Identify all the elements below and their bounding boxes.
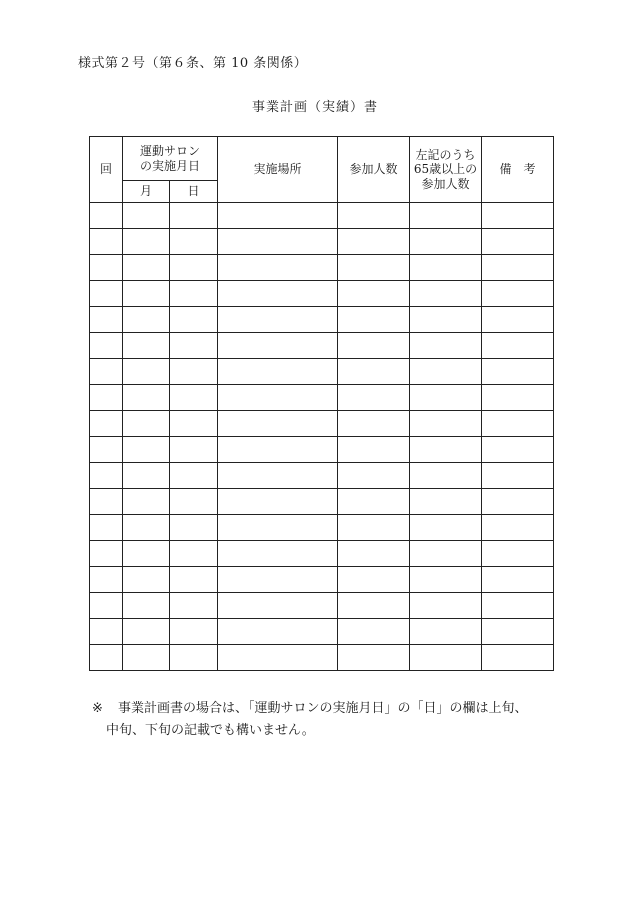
cell-round[interactable] — [90, 541, 123, 567]
cell-round[interactable] — [90, 463, 123, 489]
table-row — [90, 645, 554, 671]
cell-day[interactable] — [170, 489, 218, 515]
cell-round[interactable] — [90, 489, 123, 515]
header-month: 月 — [123, 181, 170, 203]
table-body — [90, 203, 554, 671]
cell-day[interactable] — [170, 359, 218, 385]
table-row — [90, 281, 554, 307]
header-day: 日 — [170, 181, 218, 203]
cell-day[interactable] — [170, 255, 218, 281]
cell-month[interactable] — [123, 203, 170, 229]
table-row — [90, 307, 554, 333]
cell-month[interactable] — [123, 567, 170, 593]
cell-round[interactable] — [90, 333, 123, 359]
cell-elderly[interactable] — [410, 437, 482, 463]
cell-round[interactable] — [90, 593, 123, 619]
cell-month[interactable] — [123, 515, 170, 541]
cell-place[interactable] — [218, 541, 338, 567]
cell-elderly[interactable] — [410, 385, 482, 411]
cell-day[interactable] — [170, 385, 218, 411]
cell-remarks[interactable] — [482, 593, 554, 619]
cell-participants[interactable] — [338, 255, 410, 281]
cell-place[interactable] — [218, 281, 338, 307]
cell-day[interactable] — [170, 645, 218, 671]
cell-round[interactable] — [90, 385, 123, 411]
cell-round[interactable] — [90, 645, 123, 671]
cell-place[interactable] — [218, 411, 338, 437]
cell-place[interactable] — [218, 619, 338, 645]
cell-day[interactable] — [170, 333, 218, 359]
cell-elderly[interactable] — [410, 619, 482, 645]
table-row — [90, 203, 554, 229]
cell-elderly[interactable] — [410, 307, 482, 333]
cell-participants[interactable] — [338, 229, 410, 255]
cell-place[interactable] — [218, 515, 338, 541]
table-row — [90, 359, 554, 385]
cell-day[interactable] — [170, 203, 218, 229]
cell-place[interactable] — [218, 437, 338, 463]
cell-place[interactable] — [218, 229, 338, 255]
header-remarks: 備 考 — [482, 137, 554, 203]
cell-remarks[interactable] — [482, 385, 554, 411]
cell-remarks[interactable] — [482, 307, 554, 333]
cell-round[interactable] — [90, 515, 123, 541]
cell-elderly[interactable] — [410, 333, 482, 359]
cell-elderly[interactable] — [410, 645, 482, 671]
cell-remarks[interactable] — [482, 489, 554, 515]
cell-participants[interactable] — [338, 307, 410, 333]
cell-day[interactable] — [170, 437, 218, 463]
cell-month[interactable] — [123, 359, 170, 385]
header-participants: 参加人数 — [338, 137, 410, 203]
cell-elderly[interactable] — [410, 255, 482, 281]
cell-remarks[interactable] — [482, 541, 554, 567]
cell-remarks[interactable] — [482, 515, 554, 541]
note-line1: 事業計画書の場合は、「運動サロンの実施月日」の「日」の欄は上旬、 — [118, 701, 528, 716]
note-mark: ※ — [92, 701, 103, 716]
cell-participants[interactable] — [338, 203, 410, 229]
cell-round[interactable] — [90, 255, 123, 281]
cell-month[interactable] — [123, 593, 170, 619]
cell-round[interactable] — [90, 619, 123, 645]
cell-day[interactable] — [170, 567, 218, 593]
cell-participants[interactable] — [338, 281, 410, 307]
cell-remarks[interactable] — [482, 255, 554, 281]
cell-participants[interactable] — [338, 411, 410, 437]
cell-day[interactable] — [170, 515, 218, 541]
cell-month[interactable] — [123, 229, 170, 255]
cell-month[interactable] — [123, 307, 170, 333]
cell-participants[interactable] — [338, 645, 410, 671]
cell-month[interactable] — [123, 385, 170, 411]
cell-month[interactable] — [123, 333, 170, 359]
cell-participants[interactable] — [338, 593, 410, 619]
cell-remarks[interactable] — [482, 437, 554, 463]
header-elderly-line3: 参加人数 — [421, 176, 470, 191]
header-elderly-participants — [410, 137, 482, 203]
cell-day[interactable] — [170, 593, 218, 619]
footnote — [92, 698, 562, 742]
cell-place[interactable] — [218, 489, 338, 515]
cell-place[interactable] — [218, 593, 338, 619]
cell-remarks[interactable] — [482, 567, 554, 593]
header-elderly-line1: 左記のうち — [415, 147, 476, 162]
cell-place[interactable] — [218, 333, 338, 359]
table-row — [90, 229, 554, 255]
cell-elderly[interactable] — [410, 567, 482, 593]
table-row — [90, 489, 554, 515]
cell-elderly[interactable] — [410, 541, 482, 567]
header-date-line2: の実施月日 — [140, 158, 201, 173]
table-row — [90, 515, 554, 541]
cell-round[interactable] — [90, 229, 123, 255]
cell-elderly[interactable] — [410, 281, 482, 307]
cell-place[interactable] — [218, 203, 338, 229]
cell-day[interactable] — [170, 281, 218, 307]
cell-round[interactable] — [90, 307, 123, 333]
note-line2: 中旬、下旬の記載でも構いません。 — [106, 723, 315, 738]
cell-day[interactable] — [170, 411, 218, 437]
cell-month[interactable] — [123, 489, 170, 515]
cell-participants[interactable] — [338, 359, 410, 385]
cell-remarks[interactable] — [482, 645, 554, 671]
plan-table — [89, 136, 554, 671]
cell-participants[interactable] — [338, 463, 410, 489]
cell-elderly[interactable] — [410, 203, 482, 229]
cell-round[interactable] — [90, 567, 123, 593]
cell-remarks[interactable] — [482, 229, 554, 255]
cell-remarks[interactable] — [482, 203, 554, 229]
cell-place[interactable] — [218, 255, 338, 281]
cell-day[interactable] — [170, 541, 218, 567]
cell-place[interactable] — [218, 359, 338, 385]
document-title: 事業計画（実績）書 — [251, 100, 378, 115]
table-row — [90, 255, 554, 281]
cell-month[interactable] — [123, 411, 170, 437]
cell-remarks[interactable] — [482, 333, 554, 359]
cell-day[interactable] — [170, 463, 218, 489]
cell-day[interactable] — [170, 229, 218, 255]
cell-elderly[interactable] — [410, 489, 482, 515]
cell-elderly[interactable] — [410, 359, 482, 385]
table-row — [90, 593, 554, 619]
table-row — [90, 333, 554, 359]
cell-participants[interactable] — [338, 489, 410, 515]
header-place: 実施場所 — [218, 137, 338, 203]
table-row — [90, 541, 554, 567]
cell-day[interactable] — [170, 307, 218, 333]
cell-participants[interactable] — [338, 385, 410, 411]
cell-month[interactable] — [123, 619, 170, 645]
cell-round[interactable] — [90, 411, 123, 437]
cell-place[interactable] — [218, 307, 338, 333]
cell-participants[interactable] — [338, 333, 410, 359]
cell-month[interactable] — [123, 645, 170, 671]
table-row — [90, 385, 554, 411]
cell-round[interactable] — [90, 281, 123, 307]
cell-remarks[interactable] — [482, 411, 554, 437]
cell-elderly[interactable] — [410, 411, 482, 437]
cell-round[interactable] — [90, 359, 123, 385]
cell-month[interactable] — [123, 463, 170, 489]
cell-elderly[interactable] — [410, 593, 482, 619]
cell-month[interactable] — [123, 281, 170, 307]
cell-remarks[interactable] — [482, 281, 554, 307]
header-round: 回 — [90, 137, 123, 203]
cell-participants[interactable] — [338, 619, 410, 645]
form-number: 様式第２号（第６条、第 10 条関係） — [78, 56, 308, 71]
table-row — [90, 619, 554, 645]
cell-elderly[interactable] — [410, 229, 482, 255]
cell-participants[interactable] — [338, 567, 410, 593]
cell-month[interactable] — [123, 255, 170, 281]
cell-place[interactable] — [218, 645, 338, 671]
cell-place[interactable] — [218, 567, 338, 593]
table-row — [90, 567, 554, 593]
cell-elderly[interactable] — [410, 463, 482, 489]
cell-elderly[interactable] — [410, 515, 482, 541]
cell-round[interactable] — [90, 203, 123, 229]
cell-place[interactable] — [218, 385, 338, 411]
header-date — [123, 137, 218, 181]
cell-place[interactable] — [218, 463, 338, 489]
table-row — [90, 437, 554, 463]
cell-participants[interactable] — [338, 541, 410, 567]
cell-round[interactable] — [90, 437, 123, 463]
table-row — [90, 411, 554, 437]
cell-remarks[interactable] — [482, 619, 554, 645]
header-date-line1: 運動サロン — [140, 144, 201, 159]
header-elderly-line2: 65歳以上の — [413, 162, 478, 177]
cell-participants[interactable] — [338, 437, 410, 463]
cell-remarks[interactable] — [482, 359, 554, 385]
cell-month[interactable] — [123, 437, 170, 463]
cell-month[interactable] — [123, 541, 170, 567]
cell-day[interactable] — [170, 619, 218, 645]
cell-participants[interactable] — [338, 515, 410, 541]
table-row — [90, 463, 554, 489]
cell-remarks[interactable] — [482, 463, 554, 489]
